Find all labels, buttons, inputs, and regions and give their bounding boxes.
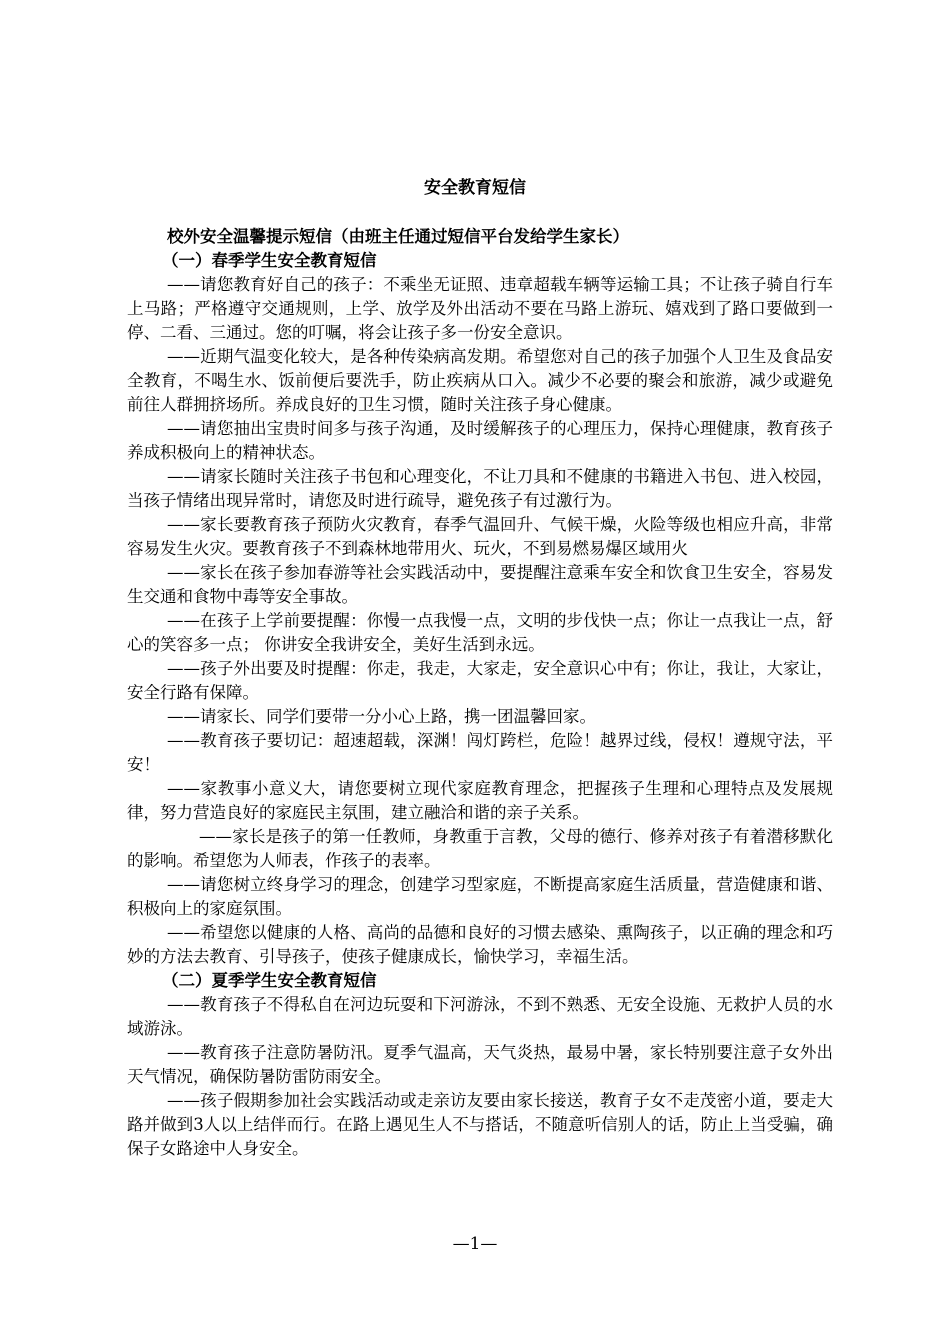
document-subtitle: 校外安全温馨提示短信（由班主任通过短信平台发给学生家长）: [167, 227, 629, 246]
paragraph: ——请家长、同学们要带一分小心上路，携一团温馨回家。: [167, 707, 596, 726]
paragraph: ——在孩子上学前要提醒：你慢一点我慢一点，文明的步伐快一点；你让一点我让一点，舒心的笑容多一点； 你讲安全我讲安全，美好生活到永远。: [127, 611, 833, 654]
paragraph: ——孩子外出要及时提醒：你走，我走，大家走，安全意识心中有；你让，我让，大家让，安全行路有保障。: [127, 659, 833, 702]
paragraph: ——家长要教育孩子预防火灾教育，春季气温回升、气候干燥，火险等级也相应升高，非常容易发生火灾。要教育孩子不到森林地带用火、玩火，不到易燃易爆区域用火: [127, 515, 833, 558]
paragraph: ——近期气温变化较大，是各种传染病高发期。希望您对自己的孩子加强个人卫生及食品安全教育，不喝生水、饭前便后要洗手，防止疾病从口入。减少不必要的聚会和旅游，减少或避免前往人群拥挤场所。养成良好的卫生习惯，随时关注孩子身心健康。: [127, 347, 833, 414]
document-body: [127, 225, 833, 1161]
paragraph: ——请家长随时关注孩子书包和心理变化，不让刀具和不健康的书籍进入书包、进入校园，当孩子情绪出现异常时，请您及时进行疏导，避免孩子有过激行为。: [127, 467, 833, 510]
paragraph: ——教育孩子要切记：超速超载，深渊！闯灯跨栏，危险！越界过线，侵权！遵规守法，平安！: [127, 731, 833, 774]
paragraph: ——教育孩子不得私自在河边玩耍和下河游泳，不到不熟悉、无安全设施、无救护人员的水域游泳。: [127, 995, 833, 1038]
section-heading-spring: （一）春季学生安全教育短信: [162, 251, 377, 270]
paragraph: ——请您抽出宝贵时间多与孩子沟通，及时缓解孩子的心理压力，保持心理健康，教育孩子养成积极向上的精神状态。: [127, 419, 833, 462]
paragraph: ——孩子假期参加社会实践活动或走亲访友要由家长接送，教育子女不走茂密小道，要走大路并做到3人以上结伴而行。在路上遇见生人不与搭话，不随意听信别人的话，防止上当受骗，确保子女路途中人身安全。: [127, 1091, 833, 1158]
page-title: 安全教育短信: [424, 178, 526, 198]
paragraph: ——家长是孩子的第一任教师，身教重于言教，父母的德行、修养对孩子有着潜移默化的影响。希望您为人师表，作孩子的表率。: [127, 827, 833, 870]
section-heading-summer: （二）夏季学生安全教育短信: [162, 971, 377, 990]
paragraph: ——请您教育好自己的孩子：不乘坐无证照、违章超载车辆等运输工具；不让孩子骑自行车上马路；严格遵守交通规则，上学、放学及外出活动不要在马路上游玩、嬉戏到了路口要做到一停、二看、三通过。您的叮嘱，将会让孩子多一份安全意识。: [127, 275, 833, 342]
paragraph: ——家长在孩子参加春游等社会实践活动中，要提醒注意乘车安全和饮食卫生安全，容易发生交通和食物中毒等安全事故。: [127, 563, 833, 606]
paragraph: ——请您树立终身学习的理念，创建学习型家庭，不断提高家庭生活质量，营造健康和谐、积极向上的家庭氛围。: [127, 875, 833, 918]
paragraph: ——希望您以健康的人格、高尚的品德和良好的习惯去感染、熏陶孩子，以正确的理念和巧妙的方法去教育、引导孩子，使孩子健康成长，愉快学习，幸福生活。: [127, 923, 833, 966]
page-number: —1—: [452, 1234, 498, 1254]
paragraph: ——家教事小意义大，请您要树立现代家庭教育理念，把握孩子生理和心理特点及发展规律，努力营造良好的家庭民主氛围，建立融洽和谐的亲子关系。: [127, 779, 833, 822]
paragraph: ——教育孩子注意防暑防汛。夏季气温高，天气炎热，最易中暑，家长特别要注意子女外出天气情况，确保防暑防雷防雨安全。: [127, 1043, 833, 1086]
